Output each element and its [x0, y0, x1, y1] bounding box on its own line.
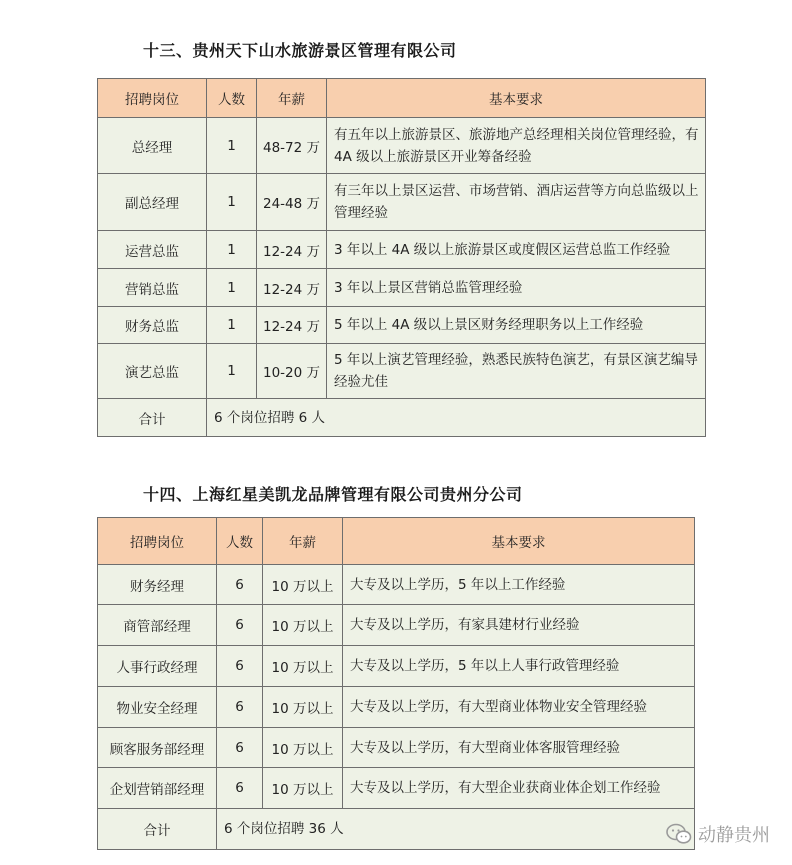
table-total-row: [98, 809, 695, 850]
cell-count: 6: [217, 605, 263, 646]
cell-position: 人事行政经理: [98, 646, 217, 687]
cell-salary: 10 万以上: [263, 605, 343, 646]
cell-position: 演艺总监: [98, 344, 207, 399]
cell-requirement: 大专及以上学历，5 年以上人事行政管理经验: [343, 646, 695, 687]
section-14-table: [97, 517, 695, 850]
table-row: [98, 605, 695, 646]
section-13-title: 十三、贵州天下山水旅游景区管理有限公司: [143, 41, 457, 60]
cell-count: 1: [207, 344, 257, 399]
header-position: 招聘岗位: [98, 79, 207, 118]
cell-position: 营销总监: [98, 269, 207, 307]
cell-position: 物业安全经理: [98, 687, 217, 728]
cell-salary: 12-24 万: [257, 231, 327, 269]
header-requirement: 基本要求: [327, 79, 706, 118]
cell-salary: 12-24 万: [257, 307, 327, 344]
wechat-icon: [666, 823, 692, 845]
total-label: 合计: [98, 399, 207, 437]
cell-salary: 24-48 万: [257, 174, 327, 231]
cell-salary: 10 万以上: [263, 728, 343, 768]
table-row: [98, 646, 695, 687]
cell-salary: 12-24 万: [257, 269, 327, 307]
cell-count: 1: [207, 174, 257, 231]
header-count: 人数: [207, 79, 257, 118]
total-label: 合计: [98, 809, 217, 850]
watermark-text: 动静贵州: [698, 825, 770, 846]
header-requirement: 基本要求: [343, 518, 695, 565]
cell-position: 副总经理: [98, 174, 207, 231]
cell-count: 1: [207, 269, 257, 307]
cell-position: 商管部经理: [98, 605, 217, 646]
cell-salary: 10 万以上: [263, 768, 343, 809]
cell-position: 企划营销部经理: [98, 768, 217, 809]
section-14-title: 十四、上海红星美凯龙品牌管理有限公司贵州分公司: [143, 485, 523, 504]
table-row: [98, 307, 706, 344]
table-row: [98, 118, 706, 174]
table-row: [98, 768, 695, 809]
header-salary: 年薪: [257, 79, 327, 118]
cell-count: 6: [217, 768, 263, 809]
cell-count: 1: [207, 118, 257, 174]
cell-position: 顾客服务部经理: [98, 728, 217, 768]
cell-salary: 10-20 万: [257, 344, 327, 399]
cell-salary: 48-72 万: [257, 118, 327, 174]
cell-salary: 10 万以上: [263, 646, 343, 687]
table-header-row: [98, 79, 706, 118]
table-row: [98, 269, 706, 307]
cell-requirement: 有五年以上旅游景区、旅游地产总经理相关岗位管理经验，有 4A 级以上旅游景区开业筹备经验: [327, 118, 706, 174]
table-total-row: [98, 399, 706, 437]
table-row: [98, 565, 695, 605]
cell-requirement: 大专及以上学历，5 年以上工作经验: [343, 565, 695, 605]
table-row: [98, 174, 706, 231]
cell-count: 1: [207, 307, 257, 344]
table-row: [98, 728, 695, 768]
cell-requirement: 大专及以上学历，有大型商业体客服管理经验: [343, 728, 695, 768]
cell-requirement: 3 年以上 4A 级以上旅游景区或度假区运营总监工作经验: [327, 231, 706, 269]
cell-position: 财务总监: [98, 307, 207, 344]
header-count: 人数: [217, 518, 263, 565]
table-row: [98, 231, 706, 269]
cell-requirement: 大专及以上学历，有家具建材行业经验: [343, 605, 695, 646]
table-header-row: [98, 518, 695, 565]
cell-count: 1: [207, 231, 257, 269]
section-13-table: [97, 78, 706, 437]
cell-count: 6: [217, 565, 263, 605]
header-position: 招聘岗位: [98, 518, 217, 565]
watermark: [666, 821, 770, 847]
cell-position: 财务经理: [98, 565, 217, 605]
cell-count: 6: [217, 728, 263, 768]
cell-requirement: 5 年以上 4A 级以上景区财务经理职务以上工作经验: [327, 307, 706, 344]
table-row: [98, 344, 706, 399]
cell-requirement: 大专及以上学历，有大型商业体物业安全管理经验: [343, 687, 695, 728]
cell-salary: 10 万以上: [263, 565, 343, 605]
cell-count: 6: [217, 646, 263, 687]
table-row: [98, 687, 695, 728]
cell-requirement: 大专及以上学历，有大型企业获商业体企划工作经验: [343, 768, 695, 809]
header-salary: 年薪: [263, 518, 343, 565]
cell-requirement: 5 年以上演艺管理经验，熟悉民族特色演艺，有景区演艺编导经验尤佳: [327, 344, 706, 399]
cell-requirement: 3 年以上景区营销总监管理经验: [327, 269, 706, 307]
cell-position: 运营总监: [98, 231, 207, 269]
cell-count: 6: [217, 687, 263, 728]
cell-position: 总经理: [98, 118, 207, 174]
total-value: 6 个岗位招聘 6 人: [207, 399, 706, 437]
cell-requirement: 有三年以上景区运营、市场营销、酒店运营等方向总监级以上管理经验: [327, 174, 706, 231]
cell-salary: 10 万以上: [263, 687, 343, 728]
total-value: 6 个岗位招聘 36 人: [217, 809, 695, 850]
